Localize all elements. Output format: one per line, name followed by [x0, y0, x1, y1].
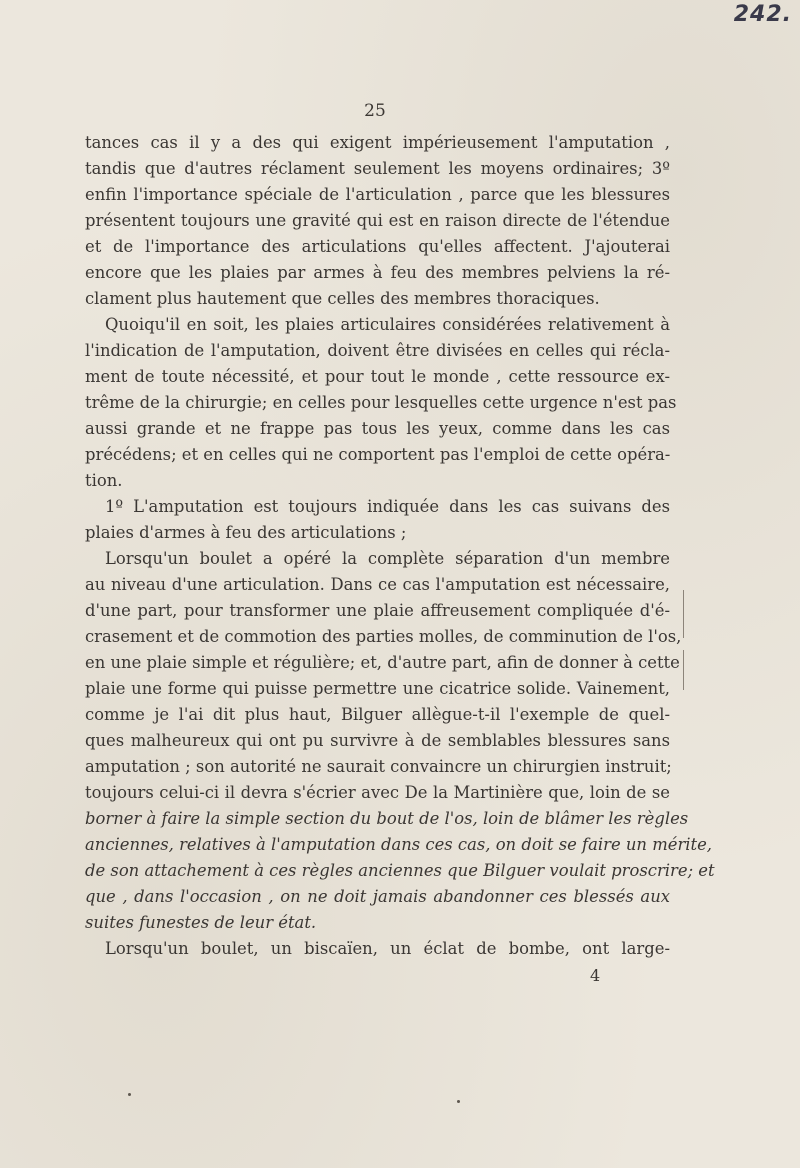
- folio-annotation: 242.: [733, 2, 792, 27]
- speck: [128, 1093, 131, 1096]
- page-number: 25: [364, 101, 386, 121]
- text-line: d'une part, pour transformer une plaie affreusement compliquée d'é-: [85, 601, 670, 620]
- text-line: tion.: [85, 471, 123, 490]
- text-line: plaie une forme qui puisse permettre une cicatrice solide. Vainement,: [85, 679, 670, 698]
- text-line: au niveau d'une articulation. Dans ce cas l'amputation est nécessaire,: [85, 575, 670, 594]
- signature-mark: 4: [590, 966, 601, 985]
- margin-mark: [683, 650, 684, 690]
- body-text: [85, 130, 715, 962]
- text-line: borner à faire la simple section du bout de l'os, loin de blâmer les règles: [85, 809, 689, 828]
- text-line: trême de la chirurgie; en celles pour lesquelles cette urgence n'est pas: [85, 393, 677, 412]
- text-line: toujours celui-ci il devra s'écrier avec De la Martinière que, loin de se: [85, 783, 670, 802]
- text-line: Lorsqu'un boulet a opéré la complète séparation d'un membre: [105, 549, 670, 568]
- text-line: 1º L'amputation est toujours indiquée dans les cas suivans des: [105, 497, 670, 516]
- text-line: crasement et de commotion des parties molles, de comminution de l'os,: [85, 627, 682, 646]
- text-line: Quoiqu'il en soit, les plaies articulaires considérées relativement à: [105, 315, 670, 334]
- text-line: en une plaie simple et régulière; et, d'autre part, afin de donner à cette: [85, 653, 680, 672]
- text-line: de son attachement à ces règles anciennes que Bilguer voulait proscrire; et: [85, 861, 715, 880]
- margin-mark: [683, 590, 684, 638]
- text-line: que , dans l'occasion , on ne doit jamais abandonner ces blessés aux: [85, 887, 670, 906]
- text-line: Lorsqu'un boulet, un biscaïen, un éclat de bombe, ont large-: [105, 939, 670, 958]
- text-line: ques malheureux qui ont pu survivre à de semblables blessures sans: [85, 731, 670, 750]
- text-line: suites funestes de leur état.: [85, 913, 317, 932]
- text-line: comme je l'ai dit plus haut, Bilguer allègue-t-il l'exemple de quel-: [85, 705, 670, 724]
- text-line: tances cas il y a des qui exigent impérieusement l'amputation ,: [85, 133, 670, 152]
- text-line: encore que les plaies par armes à feu des membres pelviens la ré-: [85, 263, 670, 282]
- text-line: anciennes, relatives à l'amputation dans ces cas, on doit se faire un mérite,: [85, 835, 713, 854]
- text-line: tandis que d'autres réclament seulement les moyens ordinaires; 3º: [85, 159, 670, 178]
- text-line: clament plus hautement que celles des membres thoraciques.: [85, 289, 600, 308]
- speck: [457, 1100, 460, 1103]
- text-line: enfin l'importance spéciale de l'articulation , parce que les blessures: [85, 185, 670, 204]
- text-line: aussi grande et ne frappe pas tous les yeux, comme dans les cas: [85, 419, 670, 438]
- text-line: l'indication de l'amputation, doivent être divisées en celles qui récla-: [85, 341, 670, 360]
- text-line: présentent toujours une gravité qui est en raison directe de l'étendue: [85, 211, 670, 230]
- text-line: amputation ; son autorité ne saurait convaincre un chirurgien instruit;: [85, 757, 672, 776]
- text-line: plaies d'armes à feu des articulations ;: [85, 523, 407, 542]
- text-line: précédens; et en celles qui ne comportent pas l'emploi de cette opéra-: [85, 445, 671, 464]
- text-line: et de l'importance des articulations qu'elles affectent. J'ajouterai: [85, 237, 670, 256]
- text-line: ment de toute nécessité, et pour tout le monde , cette ressource ex-: [85, 367, 670, 386]
